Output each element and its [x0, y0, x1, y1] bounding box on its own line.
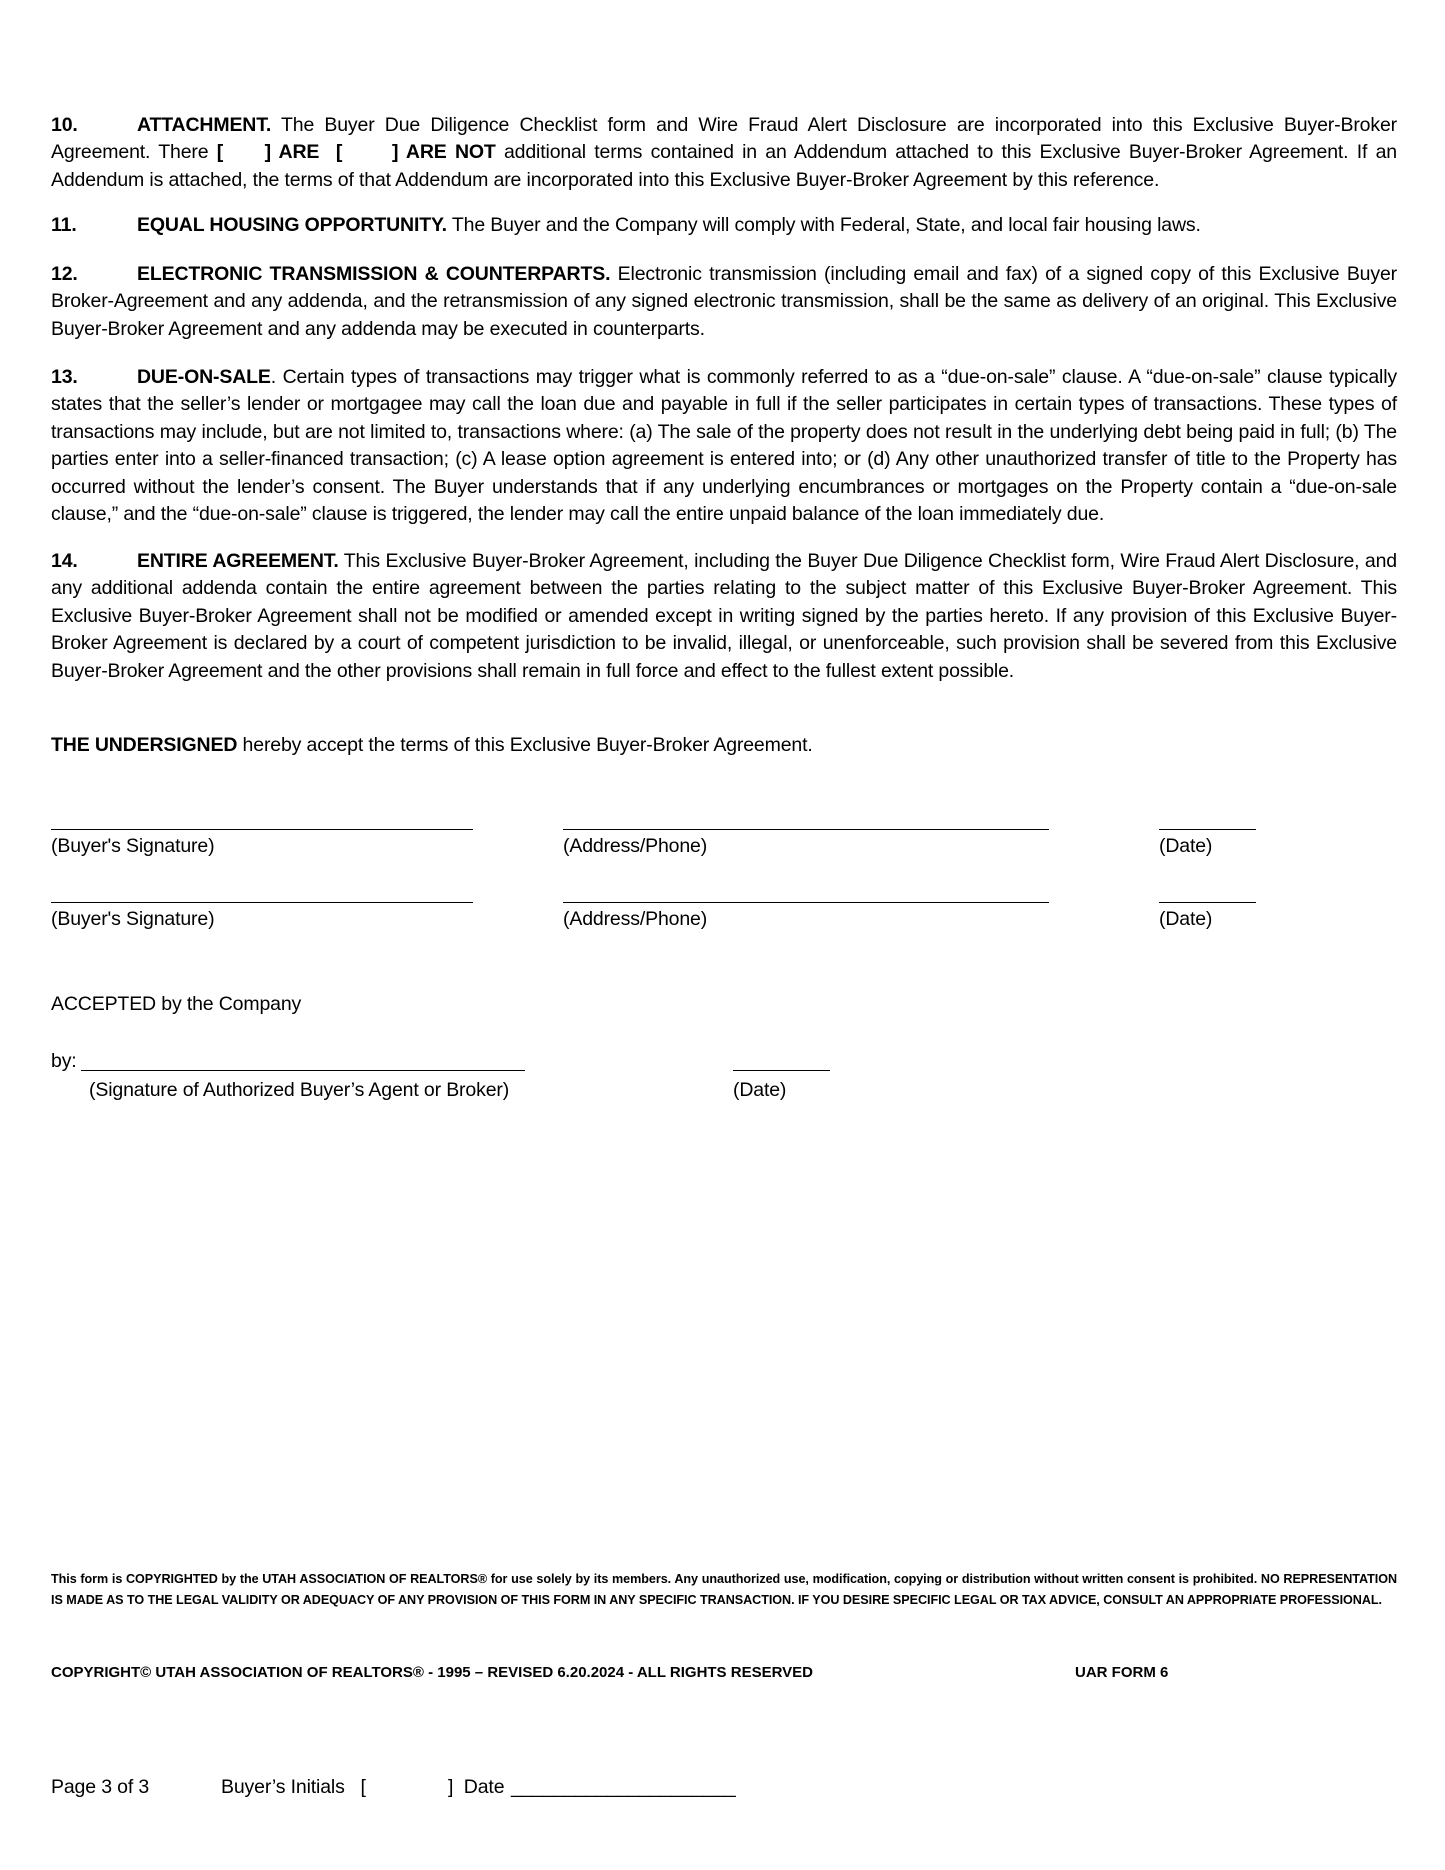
agent-date-label: (Date) [733, 1079, 787, 1101]
section-number: 11. [51, 214, 77, 236]
section-text: The Buyer and the Company will comply with Federal, State, and local fair housing laws. [446, 214, 1201, 236]
section-number: 14. [51, 550, 78, 572]
undersigned-label: THE UNDERSIGNED [51, 734, 238, 756]
form-number: UAR FORM 6 [1075, 1664, 1169, 1681]
buyer-signature-line[interactable] [51, 902, 473, 903]
initials-date-label[interactable]: ] Date [448, 1776, 505, 1798]
section-text: additional terms contained in an Addendum attached to this Exclusive Buyer-Broker Agreement. If an Addendum is attached, the terms of that Addendum are incorporated into this Exclusive Buyer-Broker Agreement by this reference. [51, 141, 1397, 191]
section-number: 10. [51, 114, 78, 136]
address-phone-label: (Address/Phone) [563, 908, 708, 930]
date-line[interactable] [1159, 902, 1256, 903]
section-10 [51, 112, 1397, 194]
footer-date-line[interactable]: _____________________ [511, 1776, 736, 1798]
buyer-signature-line[interactable] [51, 829, 473, 830]
address-phone-line[interactable] [563, 829, 1049, 830]
section-number: 13. [51, 366, 78, 388]
section-number: 12. [51, 263, 78, 285]
date-label: (Date) [1159, 908, 1213, 930]
section-heading: ELECTRONIC TRANSMISSION & COUNTERPARTS. [137, 263, 611, 285]
section-text: Electronic transmission (including email and fax) of a signed copy of this Exclusive Buyer Broker-Agreement and any addenda, and the retransmission of any signed electronic transmission, shall be the same as delivery of an original. This Exclusive Buyer-Broker Agreement and any addenda may be executed in counterparts. [51, 263, 1398, 340]
agent-signature-line[interactable] [81, 1070, 525, 1071]
section-text: The Buyer Due Diligence Checklist form and Wire Fraud Alert Disclosure are incorporated into this Exclusive Buyer-Broker Agreement. There [51, 114, 1397, 164]
buyer-signature-label: (Buyer's Signature) [51, 835, 215, 857]
section-11 [51, 212, 1397, 239]
date-line[interactable] [1159, 829, 1256, 830]
section-text: This Exclusive Buyer-Broker Agreement, including the Buyer Due Diligence Checklist form, Wire Fraud Alert Disclosure, and any additional addenda contain the entire agreement between the parties relating to the subject matter of this Exclusive Buyer-Broker Agreement. This Exclusive Buyer-Broker Agreement shall not be modified or amended except in writing signed by the parties hereto. If any provision of this Exclusive Buyer-Broker Agreement is declared by a court of competent jurisdiction to be invalid, illegal, or unenforceable, such provision shall be severed from this Exclusive Buyer-Broker Agreement and the other provisions shall remain in full force and effect to the fullest extent possible. [51, 550, 1397, 682]
buyer-signature-label: (Buyer's Signature) [51, 908, 215, 930]
copyright-line: COPYRIGHT© UTAH ASSOCIATION OF REALTORS® - 1995 – REVISED 6.20.2024 - ALL RIGHTS RESERVED [51, 1664, 813, 1681]
agent-signature-label: (Signature of Authorized Buyer’s Agent or Broker) [89, 1079, 510, 1101]
address-phone-label: (Address/Phone) [563, 835, 708, 857]
section-heading: DUE-ON-SALE [137, 366, 271, 388]
section-heading: EQUAL HOUSING OPPORTUNITY. [137, 214, 447, 236]
date-label: (Date) [1159, 835, 1213, 857]
undersigned-statement [51, 732, 1397, 759]
section-heading: ATTACHMENT. [137, 114, 272, 136]
section-12 [51, 261, 1397, 343]
section-14 [51, 548, 1397, 685]
are-are-not-options: [ ] ARE [ ] ARE NOT [216, 141, 496, 164]
by-label: by: [51, 1050, 77, 1072]
buyer-initials-label: Buyer’s Initials [ [221, 1776, 366, 1798]
agent-date-line[interactable] [733, 1070, 830, 1071]
undersigned-text: hereby accept the terms of this Exclusive Buyer-Broker Agreement. [237, 734, 813, 756]
accepted-by-company: ACCEPTED by the Company [51, 993, 302, 1015]
section-heading: ENTIRE AGREEMENT. [137, 550, 339, 572]
copyright-disclaimer: This form is COPYRIGHTED by the UTAH ASSOCIATION OF REALTORS® for use solely by its members. Any unauthorized use, modification, copying or distribution without written consent is prohibited. NO REPRESENTATION IS MADE AS TO THE LEGAL VALIDITY OR ADEQUACY OF ANY PROVISION OF THIS FORM IN ANY SPECIFIC TRANSACTION. IF YOU DESIRE SPECIFIC LEGAL OR TAX ADVICE, CONSULT AN APPROPRIATE PROFESSIONAL. [51, 1572, 1397, 1607]
address-phone-line[interactable] [563, 902, 1049, 903]
section-text: . Certain types of transactions may trigger what is commonly referred to as a “due-on-sale” clause. A “due-on-sale” clause typically states that the seller’s lender or mortgagee may call the loan due and payable in full if the seller participates in certain types of transactions. These types of transactions may include, but are not limited to, transactions where: (a) The sale of the property does not result in the underlying debt being paid in full; (b) The parties enter into a seller-financed transaction; (c) A lease option agreement is entered into; or (d) Any other unauthorized transfer of title to the Property has occurred without the lender’s consent. The Buyer understands that if any underlying encumbrances or mortgages on the Property contain a “due-on-sale clause,” and the “due-on-sale” clause is triggered, the lender may call the entire unpaid balance of the loan immediately due. [51, 366, 1397, 526]
section-13 [51, 364, 1397, 528]
page-number: Page 3 of 3 [51, 1776, 150, 1798]
